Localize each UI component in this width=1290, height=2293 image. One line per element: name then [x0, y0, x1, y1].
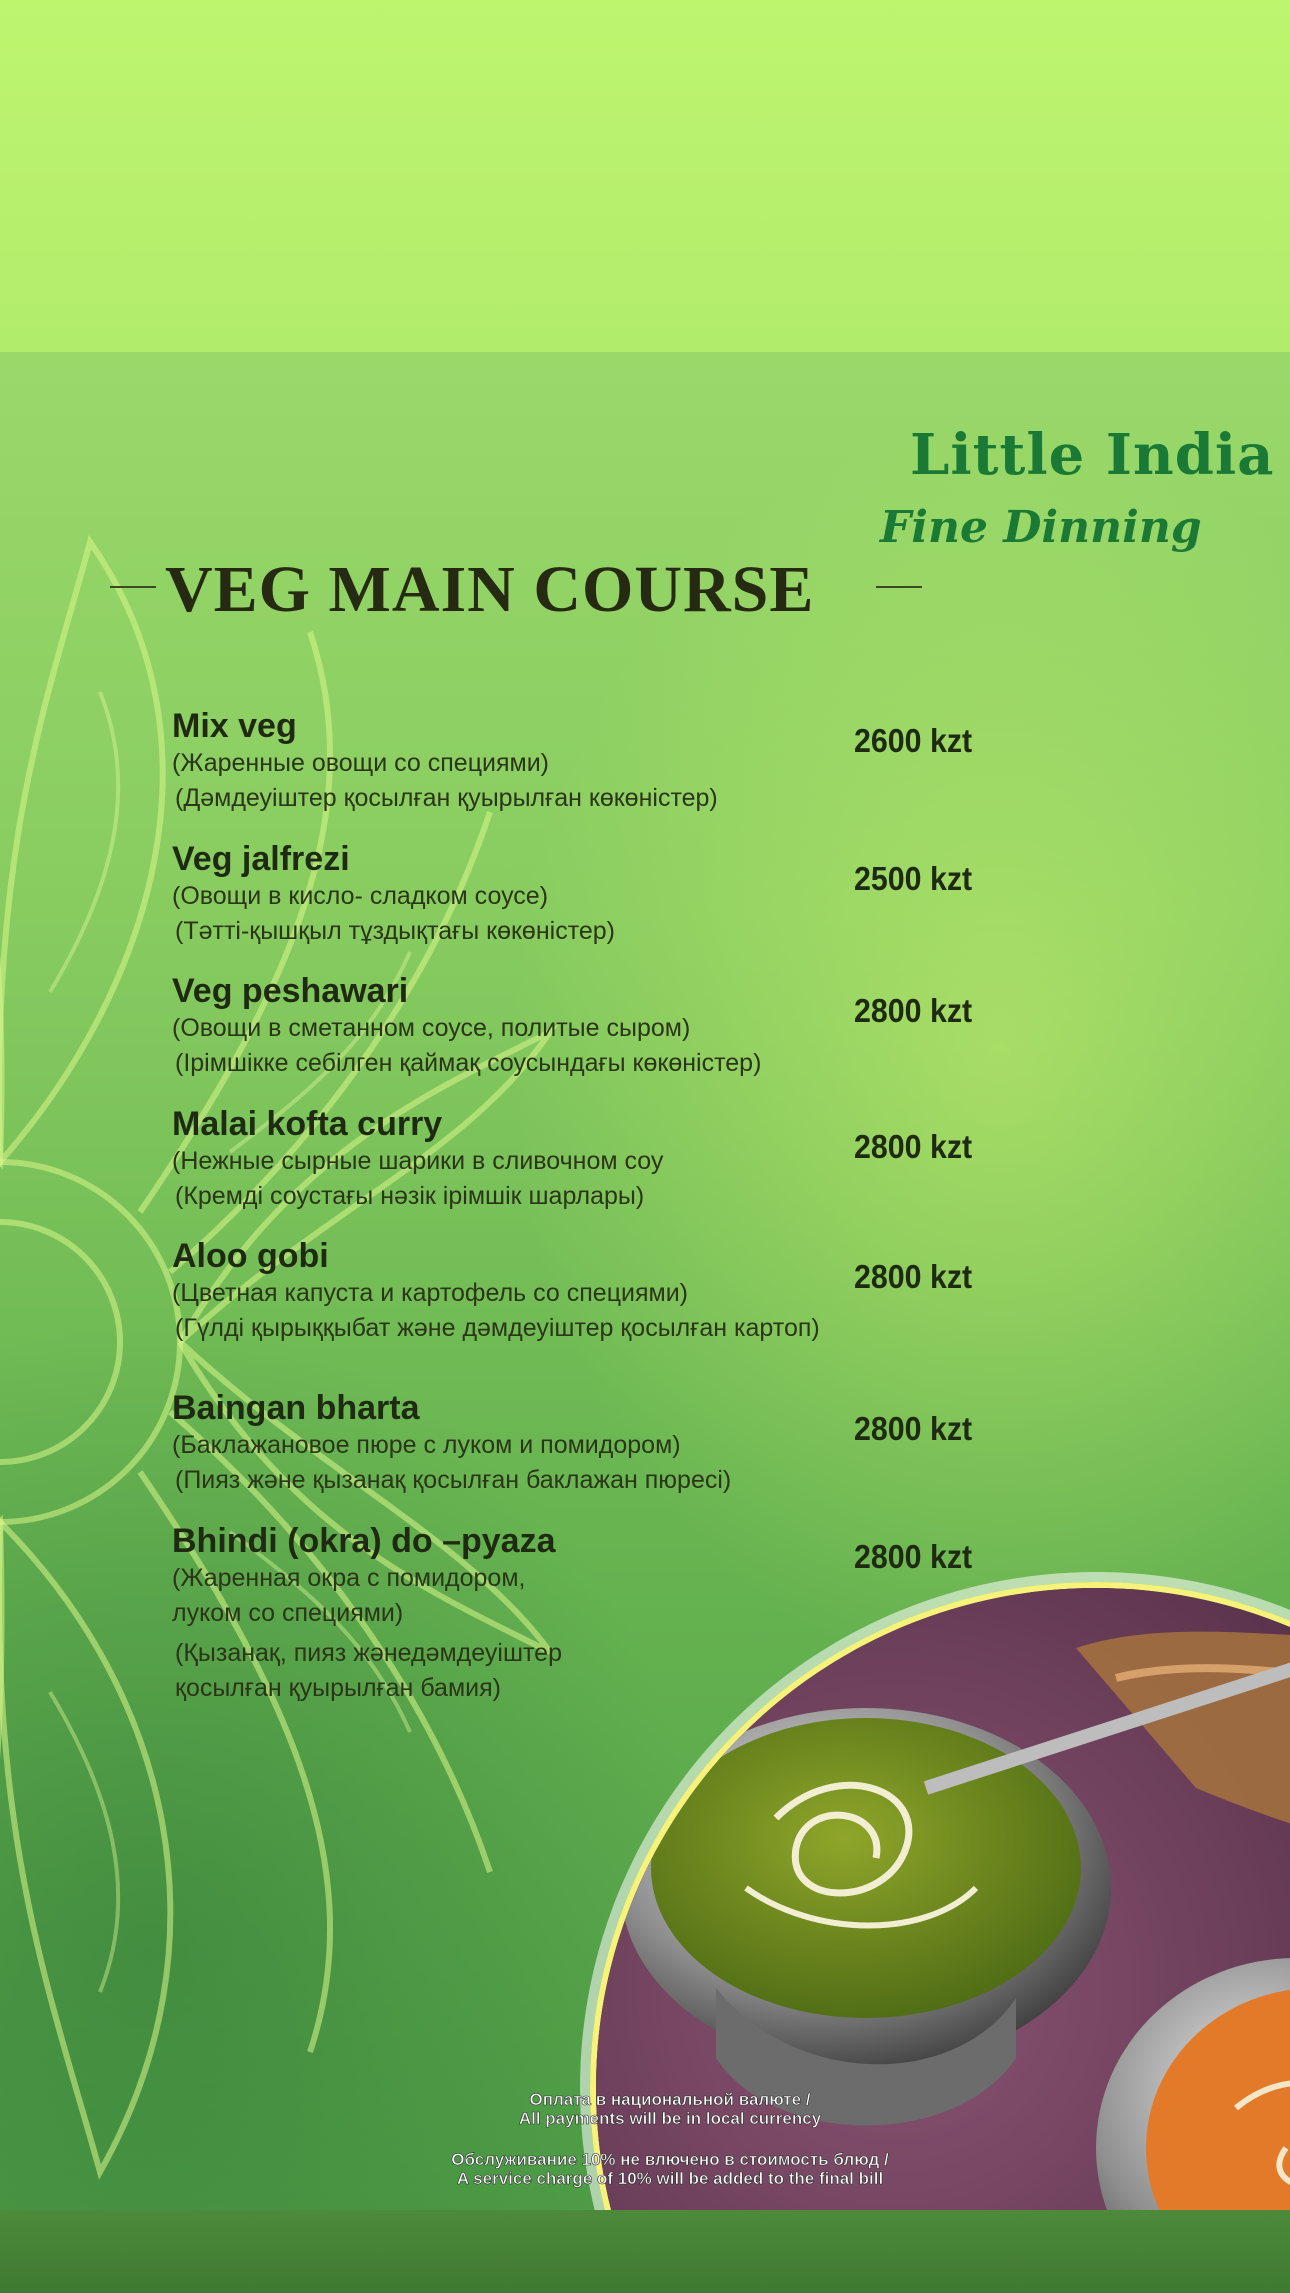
- item-description-ru: (Баклажановое пюре с луком и помидором): [172, 1431, 681, 1459]
- item-name: Bhindi (okra) do –pyaza: [172, 1522, 556, 1560]
- notice-currency-ru: Оплата в национальной валюте /: [529, 2090, 811, 2109]
- item-description-ru: (Жаренная окра с помидором,: [172, 1564, 526, 1592]
- item-name: Veg jalfrezi: [172, 840, 350, 878]
- item-description-ru: (Цветная капуста и картофель со специями): [172, 1279, 689, 1307]
- item-description-kz-cont: қосылған қуырылған бамия): [175, 1674, 501, 1702]
- item-description-ru-cont: луком со специями): [172, 1599, 404, 1627]
- notice-service-ru: Обслуживание 10% не влючено в стоимость блюд /: [451, 2150, 889, 2169]
- item-name: Baingan bharta: [172, 1389, 420, 1427]
- item-description-kz: (Кремді соустағы нәзік ірімшік шарлары): [175, 1182, 645, 1210]
- item-description-kz: (Пияз және қызанақ қосылған баклажан пюресі): [175, 1466, 732, 1494]
- bottom-band: [0, 2210, 1290, 2293]
- item-name: Malai kofta curry: [172, 1105, 443, 1143]
- menu-card: [0, 352, 1290, 2210]
- item-name: Aloo gobi: [172, 1237, 329, 1275]
- logo-title: Little India: [910, 422, 1275, 488]
- item-description-kz: (Гүлді қырыққыбат және дәмдеуіштер қосылған картоп): [175, 1314, 820, 1342]
- notice-service-en: A service charge of 10% will be added to the final bill: [456, 2169, 884, 2188]
- heading-rule-right: [876, 586, 922, 588]
- item-description-ru: (Овощи в сметанном соусе, политые сыром): [172, 1014, 691, 1042]
- notice-currency-en: All payments will be in local currency: [518, 2109, 822, 2128]
- item-name: Veg peshawari: [172, 972, 409, 1010]
- item-price: 2800 kzt: [854, 992, 973, 1029]
- payment-notice: [380, 2090, 960, 2188]
- item-price: 2800 kzt: [854, 1258, 973, 1295]
- logo-subtitle: Fine Dinning: [880, 502, 1202, 553]
- item-description-kz: (Қызанақ, пияз жәнедәмдеуіштер: [175, 1639, 562, 1667]
- item-price: 2600 kzt: [854, 722, 973, 759]
- top-band: [0, 0, 1290, 352]
- item-price: 2500 kzt: [854, 860, 973, 897]
- restaurant-logo: [870, 422, 1275, 572]
- item-description-kz: (Ірімшікке себілген қаймақ соусындағы көкөністер): [175, 1049, 762, 1077]
- item-description-kz: (Тәтті-қышқыл тұздықтағы көкөністер): [175, 917, 615, 945]
- item-description-ru: (Нежные сырные шарики в сливочном соу: [172, 1147, 664, 1175]
- item-description-ru: (Овощи в кисло- сладком соусе): [172, 882, 549, 910]
- page-title: VEG MAIN COURSE: [165, 553, 815, 626]
- item-price: 2800 kzt: [854, 1538, 973, 1575]
- section-heading: [110, 552, 930, 626]
- item-description-kz: (Дәмдеуіштер қосылған қуырылған көкөністер): [175, 784, 718, 812]
- item-price: 2800 kzt: [854, 1128, 973, 1165]
- heading-rule-left: [110, 586, 156, 588]
- item-name: Mix veg: [172, 707, 297, 745]
- item-price: 2800 kzt: [854, 1410, 973, 1447]
- item-description-ru: (Жаренные овощи со специями): [172, 749, 549, 777]
